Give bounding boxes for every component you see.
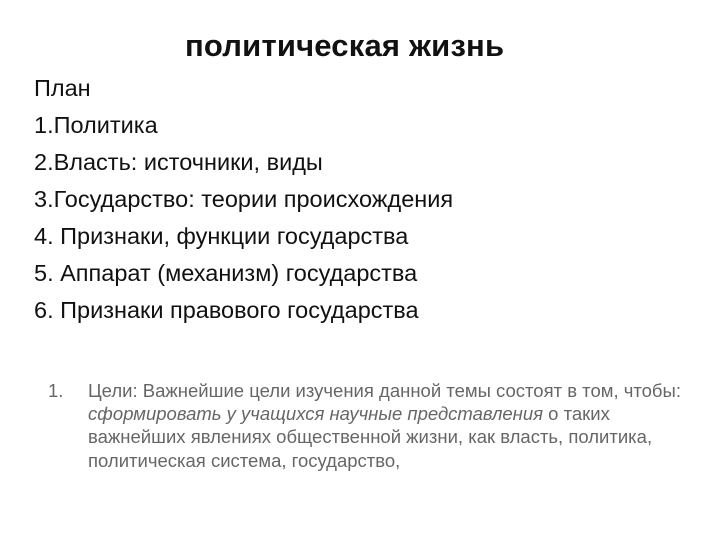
goal-text-part2: о таких важнейших явлениях общественной жизни, как власть, политика, политическая система, государство, xyxy=(88,403,653,471)
plan-item-state-apparatus: 5. Аппарат (механизм) государства xyxy=(34,260,418,286)
goal-text xyxy=(88,379,688,472)
plan-item-state-features: 4. Признаки, функции государства xyxy=(34,223,409,249)
goal-number: 1. xyxy=(48,380,64,401)
plan-item-politics: 1.Политика xyxy=(34,112,158,138)
slide-title: политическая жизнь xyxy=(185,28,505,63)
plan-heading: План xyxy=(34,75,91,101)
plan-list xyxy=(34,70,453,329)
plan-item-power: 2.Власть: источники, виды xyxy=(34,149,323,175)
goal-text-italic: сформировать у учащихся научные представления xyxy=(88,403,544,425)
goals-list xyxy=(48,379,688,472)
goal-item xyxy=(48,379,688,472)
goal-text-part1: Цели: Важнейшие цели изучения данной темы состоят в том, чтобы: xyxy=(88,380,681,401)
plan-item-rule-of-law: 6. Признаки правового государства xyxy=(34,297,419,323)
plan-item-state-theories: 3.Государство: теории происхождения xyxy=(34,186,454,212)
